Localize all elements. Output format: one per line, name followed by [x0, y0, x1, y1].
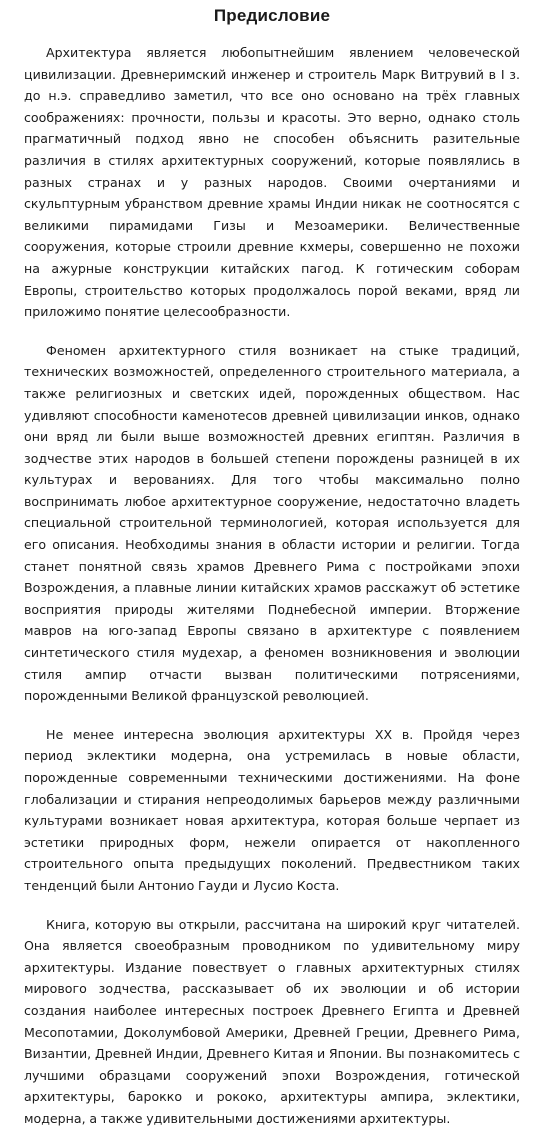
paragraph-3: Не менее интересна эволюция архитектуры XX в. Пройдя через период эклектики модерна, она устремилась в новые области, порожденные современными техническими достижениями. На фоне глобализации и стирания непреодолимых барьеров между различными культурами возникает новая архитектура, которая больше черпает из эстетики природных форм, нежели опирается от накопленного строительного опыта предыдущих поколений. Предвестником таких тенденций были Антонио Гауди и Лусио Коста. [24, 726, 520, 893]
page-title: Предисловие [213, 6, 331, 25]
paragraph-2: Феномен архитектурного стиля возникает на стыке традиций, технических возможностей, определенного строительного материала, а также религиозных и светских идей, порожденных обществом. Нас удивляют способности каменотесов древней цивилизации инков, однако они вряд ли были выше возможностей древних египтян. Различия в зодчестве этих народов в большей степени порождены разницей в их культурах и верованиях. Для того чтобы максимально полно воспринимать любое архитектурное сооружение, недостаточно владеть специальной строительной терминологией, которая используется для его описания. Необходимы знания в области истории и религии. Тогда станет понятной связь храмов Древнего Рима с постройками эпохи Возрождения, а плавные линии китайских храмов расскажут об эстетике восприятия природы жителями Поднебесной империи. Вторжение мавров на юго-запад Европы связано в архитектуре с появлением синтетического стиля мудехар, а феномен возникновения и эволюции стиля ампир отчасти вызван политическими потрясениями, порожденными Великой французской революцией. [24, 342, 520, 704]
paragraph-1: Архитектура является любопытнейшим явлением человеческой цивилизации. Древнеримский инженер и строитель Марк Витрувий в I з. до н.э. справедливо заметил, что все оно основано на трёх главных соображениях: прочности, пользы и красоты. Это верно, однако столь прагматичный подход явно не способен объяснить разительные различия в стилях архитектурных сооружений, которые появлялись в разных странах и у разных народов. Своими очертаниями и скульптурным убранством древние храмы Индии никак не соотносятся с великими пирамидами Гизы и Мезоамерики. Величественные сооружения, которые строили древние кхмеры, совершенно не похожи на ажурные конструкции китайских пагод. К готическим соборам Европы, строительство которых продолжалось порой веками, вряд ли приложимо понятие целесообразности. [24, 45, 520, 320]
paragraph-4: Книга, которую вы открыли, рассчитана на широкий круг читателей. Она является своеобразным проводником по удивительному миру архитектуры. Издание повествует о главных архитектурных стилях мирового зодчества, рассказывает об их эволюции и об истории создания наиболее интересных построек Древнего Египта и Древней Месопотамии, Доколумбовой Америки, Древней Греции, Древнего Рима, Византии, Древней Индии, Древнего Китая и Японии. Вы познакомитесь с лучшими образцами сооружений эпохи Возрождения, готической архитектуры, барокко и рококо, архитектуры ампира, эклектики, модерна, а также удивительными достижениями архитектуры. [24, 916, 520, 1126]
